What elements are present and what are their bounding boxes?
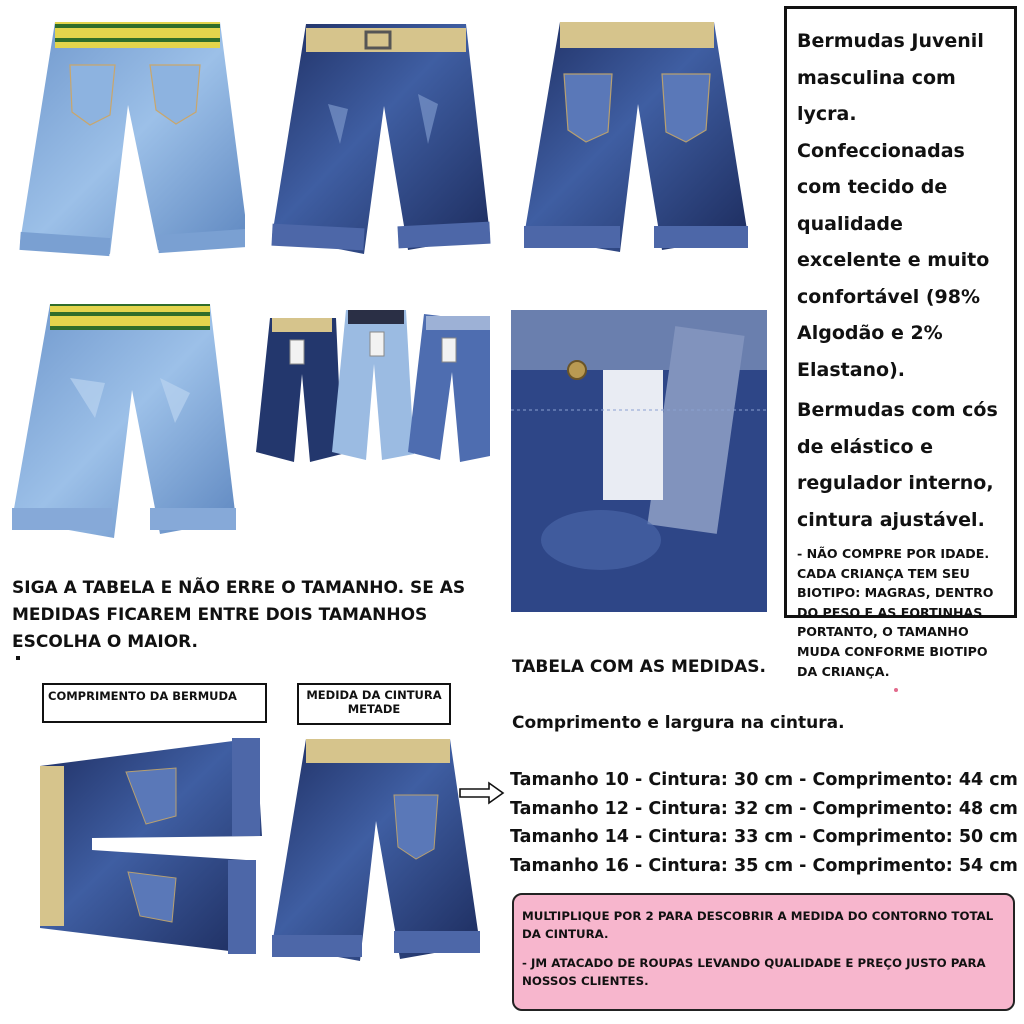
- table-row: Tamanho 10 - Cintura: 30 cm - Comprimento: 44 cm: [510, 770, 1018, 790]
- arrow-right-icon: [459, 781, 505, 805]
- dark-bermuda-front-photo: [268, 14, 496, 254]
- size-table: [510, 766, 1018, 880]
- waist-notice-box: [512, 893, 1015, 1011]
- dot-marker: [16, 656, 20, 660]
- three-bermudas-with-tags-photo: [254, 304, 496, 470]
- size-instruction: [12, 575, 465, 656]
- decorative-dot: [894, 688, 898, 692]
- length-label: COMPRIMENTO DA BERMUDA: [42, 683, 267, 723]
- instruction-line-3: ESCOLHA O MAIOR.: [12, 632, 199, 652]
- bermuda-folded-side-photo: [36, 732, 264, 960]
- table-row: Tamanho 12 - Cintura: 32 cm - Comprimento: 48 cm: [510, 798, 1018, 819]
- instruction-line-1: SIGA A TABELA E NÃO ERRE O TAMANHO. SE AS: [12, 578, 466, 598]
- notice-line-2: - JM ATACADO DE ROUPAS LEVANDO QUALIDADE E PREÇO JUSTO PARA NOSSOS CLIENTES.: [522, 956, 986, 988]
- table-row: Tamanho 14 - Cintura: 33 cm - Comprimento: 50 cm: [510, 827, 1018, 847]
- elastic-waistband-closeup-photo: [511, 310, 767, 612]
- notice-line-1: MULTIPLIQUE POR 2 PARA DESCOBRIR A MEDIDA DO CONTORNO TOTAL DA CINTURA.: [522, 909, 994, 941]
- waist-label-line-1: MEDIDA DA CINTURA: [306, 688, 442, 702]
- table-title: TABELA COM AS MEDIDAS.: [512, 657, 766, 677]
- waist-label: [297, 683, 451, 725]
- table-row: Tamanho 16 - Cintura: 35 cm - Comprimento: 54 cm: [510, 855, 1018, 876]
- waist-label-line-2: METADE: [347, 702, 401, 716]
- product-description-box: [784, 6, 1017, 679]
- light-bermuda-back-photo: [10, 10, 245, 260]
- bermuda-waist-measure-photo: [270, 735, 482, 963]
- light-bermuda-front-photo: [10, 298, 238, 538]
- table-subtitle: Comprimento e largura na cintura.: [512, 713, 845, 733]
- instruction-line-2: MEDIDAS FICAREM ENTRE DOIS TAMANHOS: [12, 605, 428, 625]
- description-paragraph-2: Bermudas com cós de elástico e regulador interno, cintura ajustável.: [797, 399, 998, 531]
- description-paragraph-1: Bermudas Juvenil masculina com lycra. Confeccionadas com tecido de qualidade excelente e muito confortável (98% Algodão e 2% Elastano).: [797, 30, 990, 381]
- size-advice-note: - NÃO COMPRE POR IDADE. CADA CRIANÇA TEM SEU BIOTIPO: MAGRAS, DENTRO DO PESO E AS FORTINHAS PORTANTO, O TAMANHO MUDA CONFORME BIOTIPO DA CRIANÇA.: [797, 546, 994, 679]
- dark-bermuda-back-photo: [522, 14, 750, 256]
